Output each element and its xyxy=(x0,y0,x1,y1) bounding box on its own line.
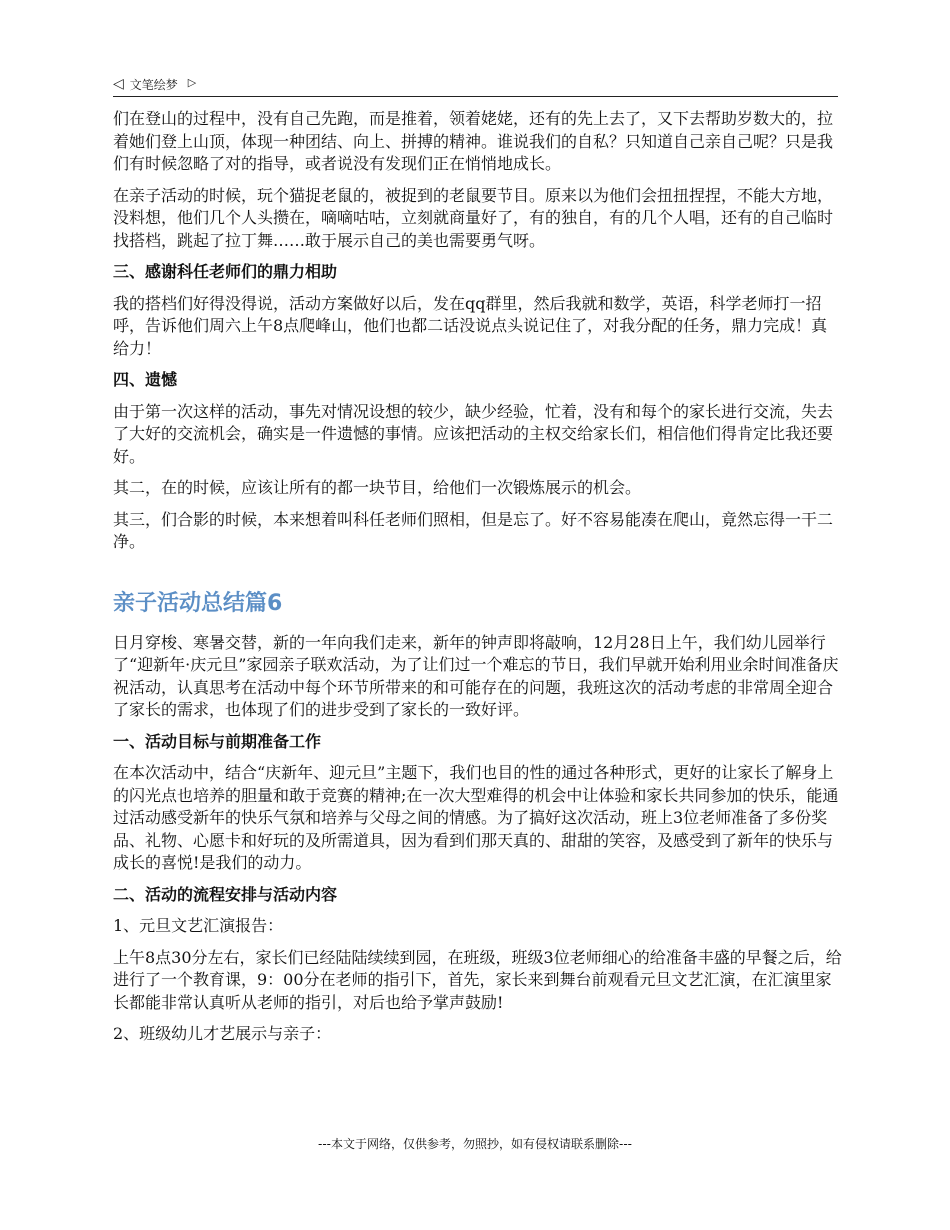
section-heading: 一、活动目标与前期准备工作 xyxy=(113,731,322,751)
page-header xyxy=(113,72,838,97)
paragraph: 由于第一次这样的活动，事先对情况设想的较少，缺少经验，忙着，没有和每个的家长进行交流，失去了大好的交流机会，确实是一件遗憾的事情。应该把活动的主权交给家长们，相信他们得肯定比我还要好。 xyxy=(113,401,834,466)
triangle-left-icon: ◁ xyxy=(113,76,124,92)
header-title: 文笔绘梦 xyxy=(129,77,178,92)
section-heading: 三、感谢科任老师们的鼎力相助 xyxy=(113,262,338,281)
page-footer: ---本文于网络，仅供参考，勿照抄，如有侵权请联系删除--- xyxy=(318,1137,632,1151)
section-heading: 四、遗憾 xyxy=(113,370,178,389)
triangle-right-icon: ▷ xyxy=(187,75,197,89)
list-item-heading: 1、元旦文艺汇演报告： xyxy=(113,916,284,935)
paragraph: 我的搭档们好得没得说，活动方案做好以后，发在qq群里，然后我就和数学，英语，科学老师打一招呼，告诉他们周六上午8点爬峰山，他们也都二话没说点头说记住了，对我分配的任务，鼎力完成！真给力！ xyxy=(113,293,828,358)
paragraph: 在亲子活动的时候，玩个猫捉老鼠的，被捉到的老鼠要节目。原来以为他们会扭扭捏捏，不能大方地，没料想，他们几个人头攒在，嘀嘀咕咕，立刻就商量好了，有的独自，有的几个人唱，还有的自己临时找搭档，跳起了拉丁舞……敢于展示自己的美也需要勇气呀。 xyxy=(113,185,834,250)
list-item-heading: 2、班级幼儿才艺展示与亲子： xyxy=(113,1024,332,1043)
paragraph: 日月穿梭、寒暑交替，新的一年向我们走来，新年的钟声即将敲响，12月28日上午，我们幼儿园举行了“迎新年·庆元旦”家园亲子联欢活动，为了让们过一个难忘的节日，我们早就开始利用业余时间准备庆祝活动，认真思考在活动中每个环节所带来的和可能存在的问题，我班这次的活动考虑的非常周全迎合了家长的需求，也体现了们的进步受到了家长的一致好评。 xyxy=(113,632,839,719)
paragraph: 其二，在的时候，应该让所有的都一块节目，给他们一次锻炼展示的机会。 xyxy=(113,478,642,497)
section-heading: 二、活动的流程安排与活动内容 xyxy=(113,884,338,904)
paragraph: 上午8点30分左右，家长们已经陆陆续续到园，在班级，班级3位老师细心的给准备丰盛的早餐之后，给进行了一个教育课，9：00分在老师的指引下，首先，家长来到舞台前观看元旦文艺汇演，在汇演里家长都能非常认真听从老师的指引，对后也给予掌声鼓励! xyxy=(113,947,842,1012)
paragraph: 在本次活动中，结合“庆新年、迎元旦”主题下，我们也目的性的通过各种形式，更好的让家长了解身上的闪光点也培养的胆量和敢于竞赛的精神;在一次大型难得的机会中让体验和家长共同参加的快乐，能通过活动感受新年的快乐气氛和培养与父母之间的情感。为了搞好这次活动，班上3位老师准备了多份奖品、礼物、心愿卡和好玩的及所需道具，因为看到们那天真的、甜甜的笑容，及感受到了新年的快乐与成长的喜悦!是我们的动力。 xyxy=(113,763,839,872)
article-title: 亲子活动总结篇6 xyxy=(113,590,283,616)
paragraph: 们在登山的过程中，没有自己先跑，而是推着，领着姥姥，还有的先上去了，又下去帮助岁数大的，拉着她们登上山顶，体现一种团结、向上、拼搏的精神。谁说我们的自私？只知道自己亲自己呢？只是我们有时候忽略了对的指导，或者说没有发现们正在悄悄地成长。 xyxy=(113,109,834,173)
paragraph: 其三，们合影的时候，本来想着叫科任老师们照相，但是忘了。好不容易能凑在爬山，竟然忘得一干二净。 xyxy=(113,509,834,551)
document-body xyxy=(113,108,843,1055)
